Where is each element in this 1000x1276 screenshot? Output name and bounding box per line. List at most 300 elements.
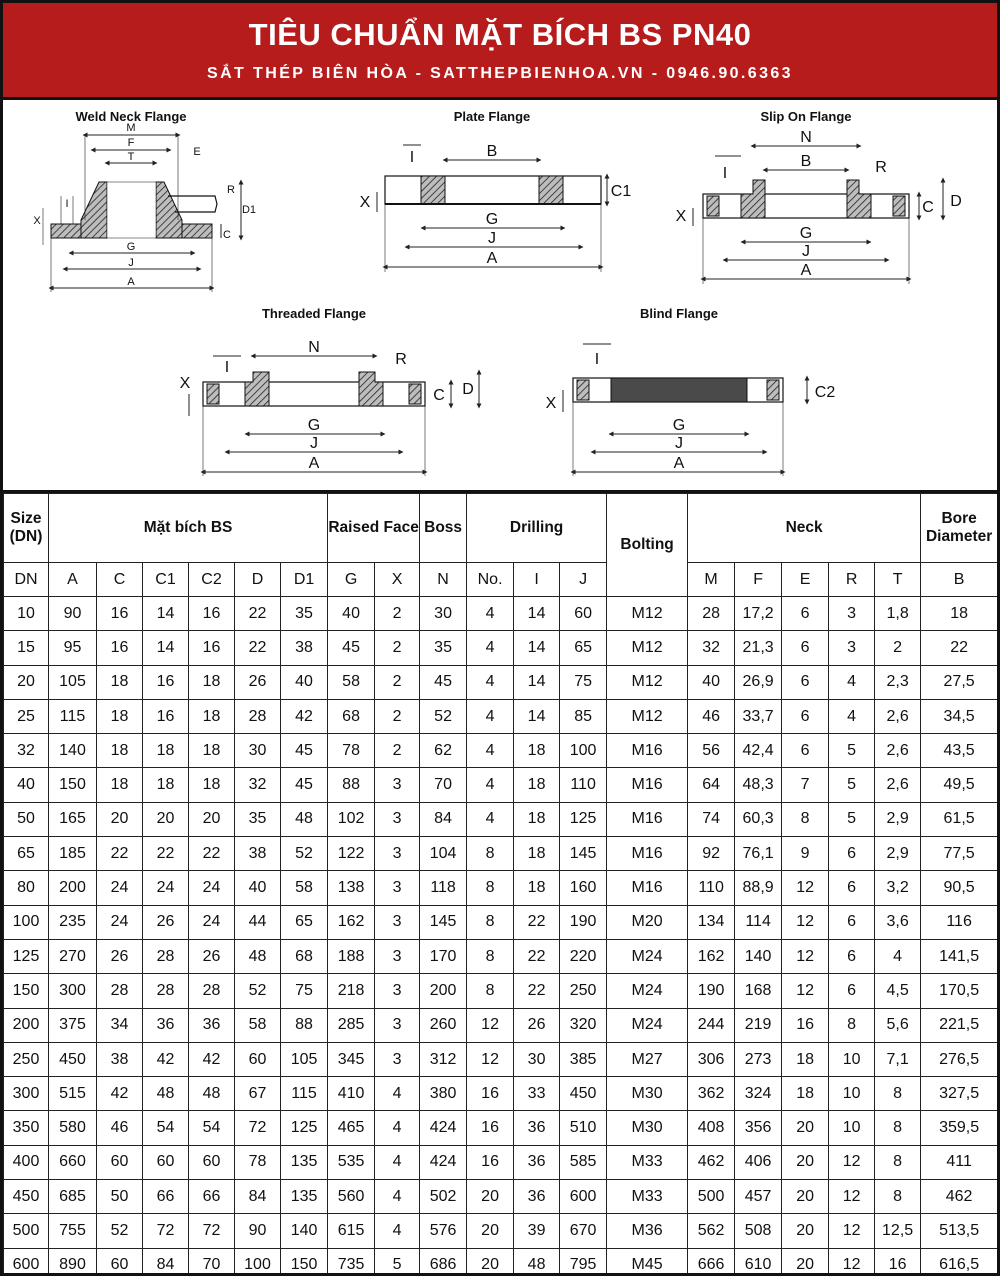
dim-label-J: J	[675, 435, 683, 452]
table-cell: 26	[189, 939, 235, 973]
dim-label-A: A	[308, 455, 320, 472]
table-cell: 35	[420, 631, 467, 665]
table-cell: 34,5	[921, 699, 998, 733]
dim-label-C: C	[223, 229, 231, 241]
table-cell: 125	[4, 939, 49, 973]
table-cell: 2	[375, 665, 420, 699]
table-cell: 411	[921, 1145, 998, 1179]
table-cell: 600	[4, 1248, 49, 1276]
dim-label-A: A	[127, 276, 135, 288]
dim-label-G: G	[799, 225, 813, 242]
table-cell: M24	[607, 939, 688, 973]
table-cell: 100	[560, 734, 607, 768]
table-cell: 18	[514, 871, 560, 905]
table-cell: 45	[281, 768, 328, 802]
table-cell: 3	[375, 905, 420, 939]
table-cell: 160	[560, 871, 607, 905]
diagram-area	[3, 100, 997, 493]
table-cell: 38	[281, 631, 328, 665]
table-cell: 600	[560, 1180, 607, 1214]
table-cell: M20	[607, 905, 688, 939]
dim-label-A: A	[486, 250, 498, 267]
table-row	[4, 1077, 998, 1111]
table-cell: 3	[375, 871, 420, 905]
table-cell: 3	[375, 768, 420, 802]
slip-on-hub-left	[741, 180, 765, 218]
table-cell: 500	[688, 1180, 735, 1214]
table-cell: 22	[514, 905, 560, 939]
table-cell: 5	[829, 734, 875, 768]
table-cell: 4	[375, 1077, 420, 1111]
table-cell: 450	[4, 1180, 49, 1214]
dim-label-A: A	[673, 455, 685, 472]
table-cell: 48	[514, 1248, 560, 1276]
table-cell: 14	[514, 631, 560, 665]
table-cell: 8	[875, 1077, 921, 1111]
dim-label-E: E	[193, 146, 201, 158]
table-cell: 14	[143, 631, 189, 665]
column-header: I	[514, 563, 560, 597]
table-cell: 20	[97, 802, 143, 836]
table-cell: 12	[467, 1008, 514, 1042]
dim-label-C1: C1	[610, 183, 632, 200]
table-cell: 28	[688, 597, 735, 631]
table-cell: 9	[782, 837, 829, 871]
column-header: C1	[143, 563, 189, 597]
table-cell: 45	[281, 734, 328, 768]
dim-label-J: J	[310, 435, 318, 452]
table-cell: 408	[688, 1111, 735, 1145]
table-cell: 48,3	[735, 768, 782, 802]
dim-label-G: G	[126, 241, 136, 253]
plate-section-left	[421, 176, 445, 204]
table-cell: 410	[328, 1077, 375, 1111]
table-cell: 28	[143, 939, 189, 973]
column-header: G	[328, 563, 375, 597]
slip-on-bolt-left	[707, 196, 719, 216]
table-cell: 170,5	[921, 974, 998, 1008]
group-boss: Boss	[420, 494, 467, 563]
table-cell: 2	[375, 597, 420, 631]
table-cell: M12	[607, 665, 688, 699]
dim-label-R: R	[875, 159, 887, 176]
table-cell: 3	[375, 837, 420, 871]
table-cell: 24	[97, 871, 143, 905]
table-cell: 16	[782, 1008, 829, 1042]
table-cell: 38	[97, 1042, 143, 1076]
table-cell: 462	[688, 1145, 735, 1179]
table-cell: 58	[281, 871, 328, 905]
table-cell: 84	[420, 802, 467, 836]
table-cell: 75	[560, 665, 607, 699]
table-cell: 141,5	[921, 939, 998, 973]
table-cell: 500	[4, 1214, 49, 1248]
table-cell: 324	[735, 1077, 782, 1111]
table-cell: 327,5	[921, 1077, 998, 1111]
dim-label-I: I	[722, 165, 728, 182]
table-cell: 135	[281, 1145, 328, 1179]
table-cell: 12	[829, 1145, 875, 1179]
table-cell: 18	[189, 665, 235, 699]
table-cell: 28	[143, 974, 189, 1008]
dim-label-X: X	[179, 375, 191, 392]
table-cell: 670	[560, 1214, 607, 1248]
table-cell: 4	[375, 1180, 420, 1214]
table-cell: 465	[328, 1111, 375, 1145]
table-cell: 14	[514, 597, 560, 631]
table-cell: 4	[829, 699, 875, 733]
table-cell: 42	[281, 699, 328, 733]
table-cell: 513,5	[921, 1214, 998, 1248]
column-header: C	[97, 563, 143, 597]
table-cell: 4,5	[875, 974, 921, 1008]
table-cell: 26,9	[735, 665, 782, 699]
table-cell: 755	[49, 1214, 97, 1248]
table-cell: 16	[467, 1077, 514, 1111]
table-cell: 140	[281, 1214, 328, 1248]
table-cell: 6	[829, 837, 875, 871]
table-cell: 18	[143, 734, 189, 768]
table-cell: 48	[189, 1077, 235, 1111]
table-cell: 36	[514, 1145, 560, 1179]
table-cell: 190	[688, 974, 735, 1008]
table-row	[4, 1248, 998, 1276]
table-cell: 306	[688, 1042, 735, 1076]
table-cell: 78	[328, 734, 375, 768]
table-cell: 8	[782, 802, 829, 836]
table-row	[4, 1042, 998, 1076]
table-cell: 6	[782, 631, 829, 665]
table-cell: 58	[328, 665, 375, 699]
table-cell: 462	[921, 1180, 998, 1214]
table-cell: 24	[189, 871, 235, 905]
table-cell: M12	[607, 699, 688, 733]
table-cell: 8	[829, 1008, 875, 1042]
table-cell: 134	[688, 905, 735, 939]
table-cell: 2,6	[875, 699, 921, 733]
table-cell: 72	[143, 1214, 189, 1248]
table-cell: 12	[829, 1180, 875, 1214]
dim-label-I: I	[594, 351, 600, 368]
group-mat-bich: Mặt bích BS	[49, 494, 328, 563]
dim-label-I: I	[224, 359, 230, 376]
table-cell: 40	[328, 597, 375, 631]
plate-title: Plate Flange	[453, 109, 531, 124]
table-cell: 1,8	[875, 597, 921, 631]
table-cell: 12	[829, 1214, 875, 1248]
table-cell: 18	[97, 699, 143, 733]
table-cell: 115	[49, 699, 97, 733]
table-cell: 3	[375, 1042, 420, 1076]
table-cell: 70	[189, 1248, 235, 1276]
table-cell: 22	[143, 837, 189, 871]
dim-label-J: J	[488, 230, 496, 247]
table-cell: 300	[49, 974, 97, 1008]
table-cell: 84	[235, 1180, 281, 1214]
table-cell: M45	[607, 1248, 688, 1276]
table-cell: 16	[97, 631, 143, 665]
table-cell: 66	[189, 1180, 235, 1214]
table-cell: 8	[875, 1111, 921, 1145]
table-cell: 3	[375, 974, 420, 1008]
table-cell: 356	[735, 1111, 782, 1145]
table-cell: 200	[4, 1008, 49, 1042]
table-cell: 270	[49, 939, 97, 973]
table-cell: 168	[735, 974, 782, 1008]
table-cell: 46	[97, 1111, 143, 1145]
table-cell: 18	[921, 597, 998, 631]
slip-on-hub-right	[847, 180, 871, 218]
column-header: DN	[4, 563, 49, 597]
threaded-bolt-right	[409, 384, 421, 404]
table-cell: 42	[143, 1042, 189, 1076]
table-cell: 114	[735, 905, 782, 939]
table-cell: 110	[560, 768, 607, 802]
table-cell: 43,5	[921, 734, 998, 768]
blind-plate	[611, 378, 747, 402]
table-cell: 45	[420, 665, 467, 699]
table-cell: M27	[607, 1042, 688, 1076]
table-cell: 20	[189, 802, 235, 836]
group-bolting: Bolting	[607, 494, 688, 597]
table-row	[4, 974, 998, 1008]
table-cell: 8	[467, 939, 514, 973]
table-cell: 4	[829, 665, 875, 699]
dim-label-G: G	[672, 417, 686, 434]
table-row	[4, 905, 998, 939]
table-cell: 188	[328, 939, 375, 973]
table-cell: 457	[735, 1180, 782, 1214]
dim-label-B: B	[486, 143, 498, 160]
table-cell: 515	[49, 1077, 97, 1111]
column-header: N	[420, 563, 467, 597]
table-cell: 20	[4, 665, 49, 699]
dim-label-G: G	[485, 211, 499, 228]
table-cell: 362	[688, 1077, 735, 1111]
table-cell: 22	[235, 597, 281, 631]
table-column-header-row	[4, 563, 998, 597]
table-cell: 24	[189, 905, 235, 939]
table-cell: 5	[829, 802, 875, 836]
table-cell: 36	[514, 1111, 560, 1145]
table-cell: 42	[97, 1077, 143, 1111]
dim-label-A: A	[800, 262, 812, 279]
table-cell: 66	[143, 1180, 189, 1214]
table-cell: 6	[782, 699, 829, 733]
table-cell: 58	[235, 1008, 281, 1042]
column-header: D1	[281, 563, 328, 597]
table-cell: 24	[97, 905, 143, 939]
table-cell: M16	[607, 768, 688, 802]
table-cell: 576	[420, 1214, 467, 1248]
table-cell: 16	[189, 631, 235, 665]
table-cell: 150	[281, 1248, 328, 1276]
table-cell: 75	[281, 974, 328, 1008]
table-cell: 145	[420, 905, 467, 939]
table-cell: 88	[281, 1008, 328, 1042]
table-cell: 6	[829, 905, 875, 939]
table-cell: 42,4	[735, 734, 782, 768]
table-cell: 26	[235, 665, 281, 699]
table-cell: 44	[235, 905, 281, 939]
table-cell: 122	[328, 837, 375, 871]
table-cell: 18	[189, 768, 235, 802]
table-cell: 375	[49, 1008, 97, 1042]
dim-label-J: J	[802, 243, 810, 260]
table-cell: 8	[467, 974, 514, 1008]
dim-label-M: M	[126, 122, 136, 134]
table-cell: 260	[420, 1008, 467, 1042]
table-cell: 3	[375, 939, 420, 973]
table-row	[4, 631, 998, 665]
table-cell: 424	[420, 1145, 467, 1179]
table-cell: 26	[97, 939, 143, 973]
table-cell: 36	[189, 1008, 235, 1042]
column-header: T	[875, 563, 921, 597]
table-cell: 6	[782, 665, 829, 699]
table-row	[4, 1111, 998, 1145]
table-cell: 4	[375, 1214, 420, 1248]
slip-on-flange-diagram	[676, 109, 962, 284]
dim-label-R: R	[395, 351, 407, 368]
table-cell: 60,3	[735, 802, 782, 836]
table-cell: 14	[514, 699, 560, 733]
table-cell: 14	[514, 665, 560, 699]
table-cell: 40	[4, 768, 49, 802]
table-row	[4, 665, 998, 699]
dim-label-D: D	[462, 381, 474, 398]
table-cell: 2,6	[875, 734, 921, 768]
table-cell: 60	[560, 597, 607, 631]
table-cell: 400	[4, 1145, 49, 1179]
table-cell: 165	[49, 802, 97, 836]
table-cell: 16	[875, 1248, 921, 1276]
group-size: Size (DN)	[4, 494, 49, 563]
table-cell: 30	[514, 1042, 560, 1076]
table-cell: M30	[607, 1077, 688, 1111]
table-cell: 65	[281, 905, 328, 939]
table-cell: 406	[735, 1145, 782, 1179]
table-cell: 22	[189, 837, 235, 871]
table-cell: 84	[143, 1248, 189, 1276]
plate-flange-diagram	[360, 109, 632, 272]
table-cell: 20	[467, 1180, 514, 1214]
blind-flange-diagram	[546, 306, 836, 476]
table-cell: 890	[49, 1248, 97, 1276]
slip-on-outline	[703, 194, 909, 218]
slip-on-title: Slip On Flange	[760, 109, 852, 124]
table-cell: 580	[49, 1111, 97, 1145]
blind-bolt-right	[767, 380, 779, 400]
table-cell: 52	[235, 974, 281, 1008]
table-cell: 39	[514, 1214, 560, 1248]
table-cell: 4	[467, 734, 514, 768]
table-cell: 3	[829, 631, 875, 665]
table-cell: 140	[735, 939, 782, 973]
table-cell: 61,5	[921, 802, 998, 836]
table-cell: M16	[607, 871, 688, 905]
table-cell: 76,1	[735, 837, 782, 871]
dim-label-R: R	[227, 184, 235, 196]
table-cell: 6	[829, 974, 875, 1008]
dim-label-D: D	[950, 193, 962, 210]
table-cell: 235	[49, 905, 97, 939]
table-cell: 616,5	[921, 1248, 998, 1276]
table-cell: 33,7	[735, 699, 782, 733]
table-cell: 77,5	[921, 837, 998, 871]
table-cell: 20	[467, 1214, 514, 1248]
table-cell: 26	[514, 1008, 560, 1042]
table-cell: 68	[328, 699, 375, 733]
table-cell: 67	[235, 1077, 281, 1111]
table-cell: 610	[735, 1248, 782, 1276]
table-cell: 125	[560, 802, 607, 836]
table-cell: 615	[328, 1214, 375, 1248]
table-row	[4, 802, 998, 836]
table-cell: 115	[281, 1077, 328, 1111]
table-cell: 450	[560, 1077, 607, 1111]
table-cell: 64	[688, 768, 735, 802]
table-cell: 90,5	[921, 871, 998, 905]
column-header: D	[235, 563, 281, 597]
table-cell: 35	[281, 597, 328, 631]
table-cell: 162	[688, 939, 735, 973]
table-cell: 22	[97, 837, 143, 871]
table-row	[4, 1214, 998, 1248]
table-cell: 300	[4, 1077, 49, 1111]
table-cell: 560	[328, 1180, 375, 1214]
table-cell: M33	[607, 1180, 688, 1214]
column-header: A	[49, 563, 97, 597]
table-cell: 18	[782, 1042, 829, 1076]
table-cell: 6	[782, 734, 829, 768]
table-cell: 48	[143, 1077, 189, 1111]
plate-outline	[385, 176, 601, 204]
blind-bolt-left	[577, 380, 589, 400]
table-cell: 18	[514, 802, 560, 836]
table-cell: 2	[375, 631, 420, 665]
dim-label-N: N	[800, 129, 812, 146]
table-cell: 34	[97, 1008, 143, 1042]
table-cell: 12	[467, 1042, 514, 1076]
table-cell: 17,2	[735, 597, 782, 631]
table-cell: 62	[420, 734, 467, 768]
table-cell: 250	[560, 974, 607, 1008]
flange-diagrams	[3, 100, 997, 490]
table-cell: 60	[97, 1248, 143, 1276]
table-cell: 102	[328, 802, 375, 836]
column-header: E	[782, 563, 829, 597]
table-cell: 219	[735, 1008, 782, 1042]
table-cell: 52	[281, 837, 328, 871]
table-cell: 150	[49, 768, 97, 802]
column-header: R	[829, 563, 875, 597]
table-cell: 80	[4, 871, 49, 905]
threaded-hub-left	[245, 372, 269, 406]
table-cell: M36	[607, 1214, 688, 1248]
table-cell: 8	[875, 1180, 921, 1214]
table-row	[4, 768, 998, 802]
table-cell: 16	[467, 1145, 514, 1179]
table-cell: 5	[829, 768, 875, 802]
table-cell: 535	[328, 1145, 375, 1179]
table-cell: 3,2	[875, 871, 921, 905]
table-cell: 45	[328, 631, 375, 665]
table-cell: 15	[4, 631, 49, 665]
page-subtitle: SẮT THÉP BIÊN HÒA - SATTHEPBIENHOA.VN - 0946.90.6363	[207, 65, 793, 82]
table-cell: 78	[235, 1145, 281, 1179]
table-cell: 4	[467, 597, 514, 631]
